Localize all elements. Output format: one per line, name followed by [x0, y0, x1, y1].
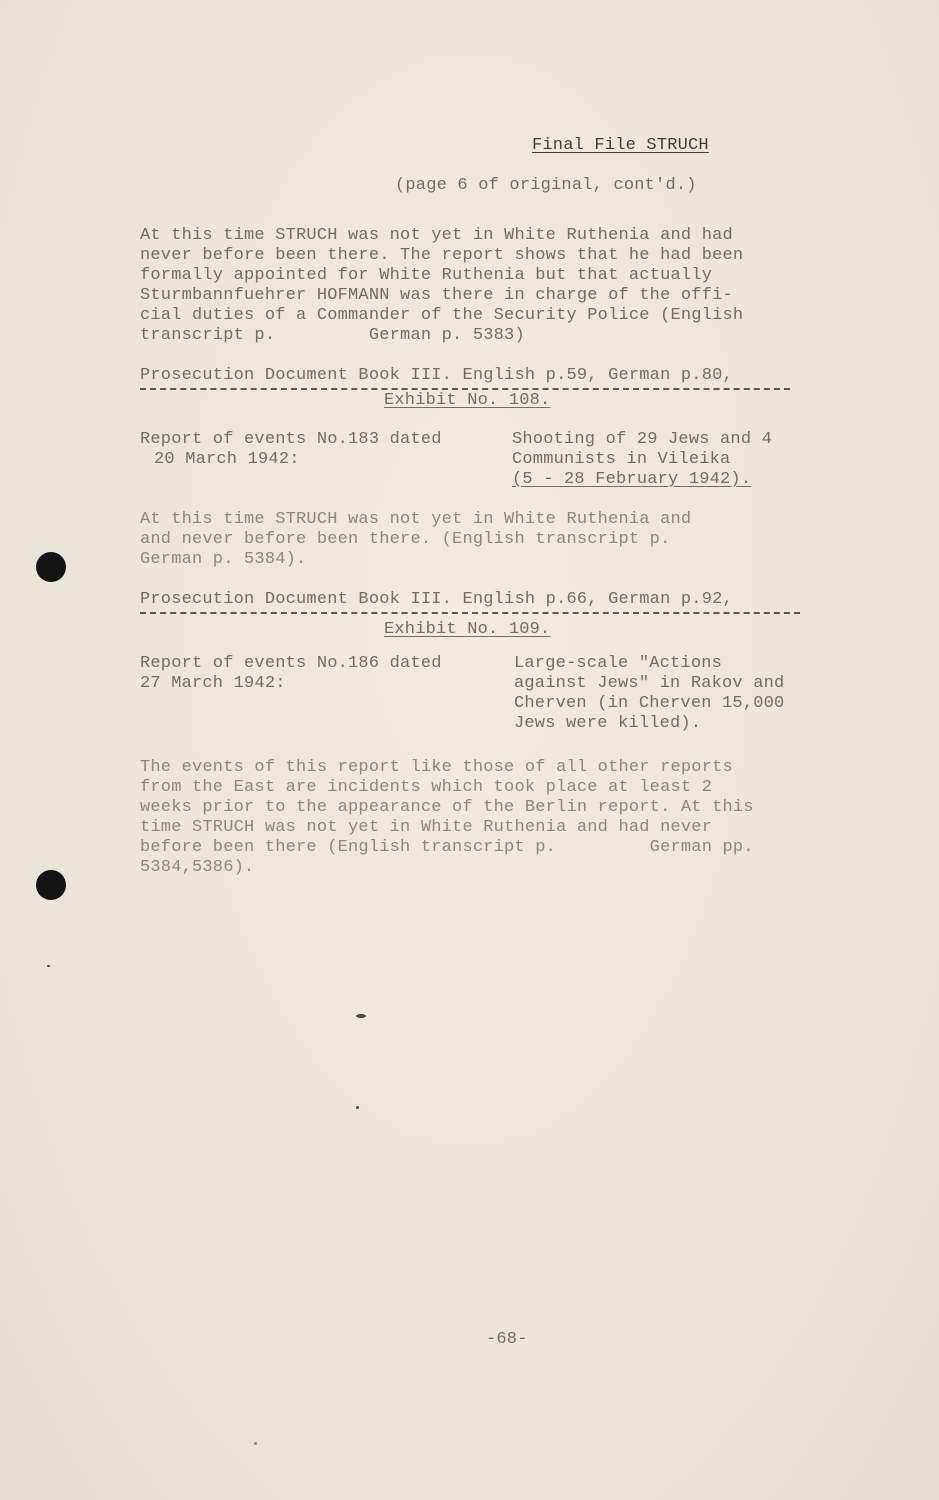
paragraph-line: The events of this report like those of all other reports: [140, 758, 733, 777]
subject-line: Communists in Vileika: [512, 450, 731, 469]
paragraph-line: from the East are incidents which took place at least 2: [140, 778, 713, 797]
paragraph-line: transcript p. German p. 5383): [140, 326, 525, 345]
report-line: Report of events No.183 dated: [140, 430, 442, 449]
paragraph-line: and never before been there. (English transcript p.: [140, 530, 671, 549]
page-note: (page 6 of original, cont'd.): [395, 176, 697, 195]
subject-line: Shooting of 29 Jews and 4: [512, 430, 773, 449]
paragraph-line: formally appointed for White Ruthenia but that actually: [140, 266, 713, 285]
ink-speck: [356, 1106, 359, 1109]
report-line: 20 March 1942:: [154, 450, 300, 469]
subject-line: Jews were killed).: [514, 714, 702, 733]
paragraph-line: Sturmbannfuehrer HOFMANN was there in charge of the offi-: [140, 286, 733, 305]
ink-speck: [356, 1014, 366, 1018]
paragraph-line: 5384,5386).: [140, 858, 255, 877]
paragraph-line: weeks prior to the appearance of the Berlin report. At this: [140, 798, 754, 817]
binder-hole: [36, 870, 66, 900]
paragraph-line: before been there (English transcript p. German pp.: [140, 838, 754, 857]
document-heading: Prosecution Document Book III. English p.59, German p.80,: [140, 366, 733, 385]
subject-line: Cherven (in Cherven 15,000: [514, 694, 785, 713]
subject-line: against Jews" in Rakov and: [514, 674, 785, 693]
heading-underline: [140, 388, 790, 390]
paragraph-line: never before been there. The report shows that he had been: [140, 246, 744, 265]
paragraph-line: German p. 5384).: [140, 550, 307, 569]
ink-speck: [47, 965, 50, 967]
binder-hole: [36, 552, 66, 582]
paragraph-line: cial duties of a Commander of the Security Police (English: [140, 306, 744, 325]
paragraph-line: time STRUCH was not yet in White Ruthenia and had never: [140, 818, 713, 837]
file-title: Final File STRUCH: [532, 136, 709, 155]
report-line: 27 March 1942:: [140, 674, 286, 693]
exhibit-label: Exhibit No. 109.: [384, 620, 551, 639]
subject-line: Large-scale "Actions: [514, 654, 723, 673]
ink-speck: [254, 1442, 257, 1445]
paragraph-line: At this time STRUCH was not yet in White Ruthenia and: [140, 510, 692, 529]
paragraph-line: At this time STRUCH was not yet in White Ruthenia and had: [140, 226, 733, 245]
exhibit-label: Exhibit No. 108.: [384, 391, 551, 410]
subject-date: (5 - 28 February 1942).: [512, 470, 752, 489]
heading-underline: [140, 612, 800, 614]
document-heading: Prosecution Document Book III. English p.66, German p.92,: [140, 590, 733, 609]
report-line: Report of events No.186 dated: [140, 654, 442, 673]
page-number: -68-: [486, 1330, 528, 1349]
